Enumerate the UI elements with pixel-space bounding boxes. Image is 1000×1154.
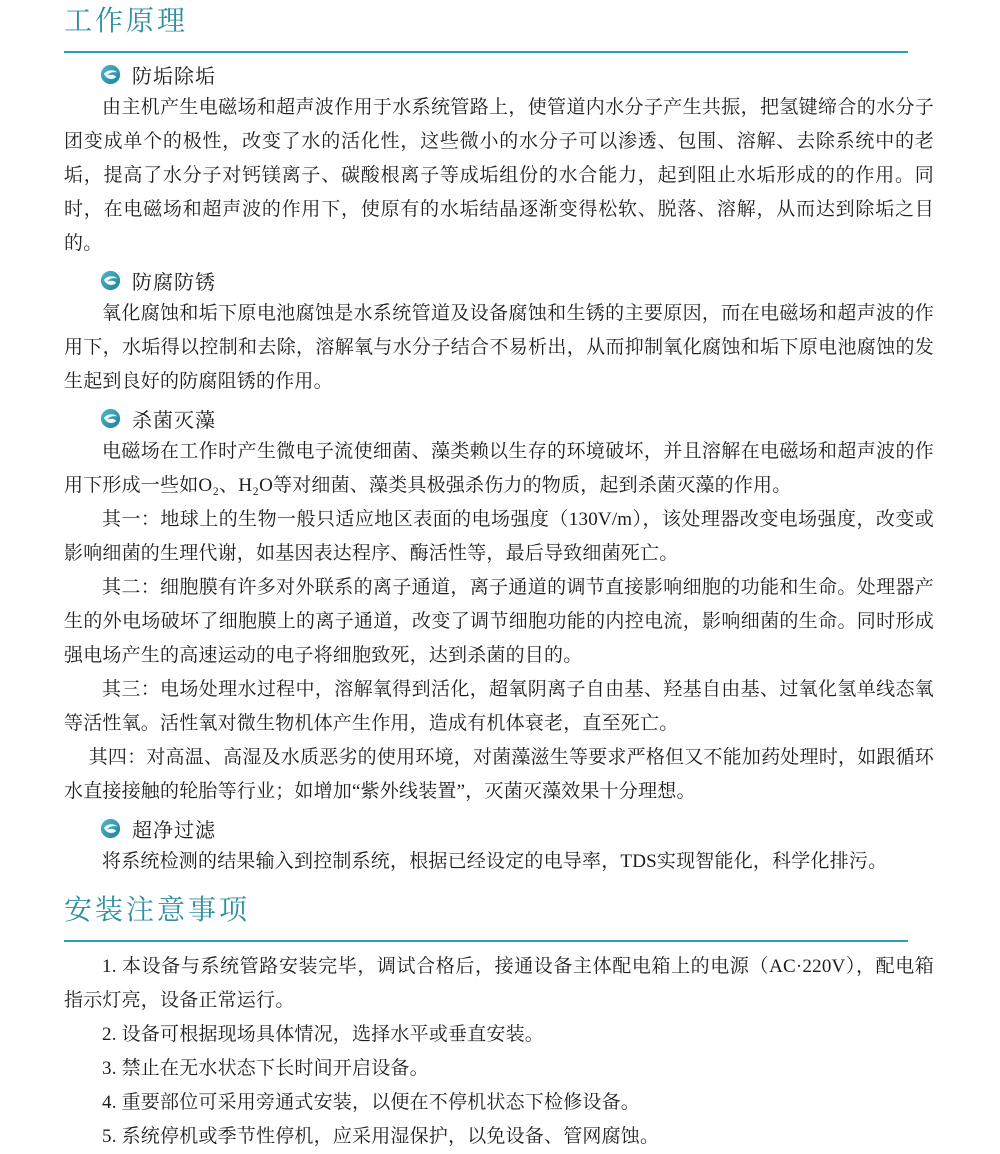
paragraph-ultrafiltration: 将系统检测的结果输入到控制系统，根据已经设定的电导率，TDS实现智能化，科学化排污。 — [102, 851, 888, 872]
paragraph-sterilization-point-3: 其三：电场处理水过程中，溶解氧得到活化，超氧阴离子自由基、羟基自由基、过氧化氢单线态氧等活性氧。活性氧对微生物机体产生作用，造成有机体衰老，直至死亡。 — [64, 679, 934, 734]
subsection-sterilization-header — [100, 405, 934, 431]
paragraph-sterilization-point-1: 其一：地球上的生物一般只适应地区表面的电场强度（130V/m），该处理器改变电场强度，改变或影响细菌的生理代谢，如基因表达程序、酶活性等，最后导致细菌死亡。 — [64, 509, 934, 564]
subsection-ultrafiltration-label: 超净过滤 — [132, 819, 216, 842]
install-notes-list — [64, 950, 934, 1154]
swirl-wave-bullet-icon — [100, 64, 121, 85]
subsection-anticorrosion-header — [100, 267, 934, 293]
swirl-wave-bullet-icon — [100, 408, 121, 429]
install-note-item-4: 4. 重要部位可采用旁通式安装，以便在不停机状态下检修设备。 — [102, 1092, 641, 1113]
section-install-notes-title: 安装注意事项 — [64, 895, 251, 926]
install-note-item-2: 2. 设备可根据现场具体情况，选择水平或垂直安装。 — [102, 1024, 545, 1045]
subsection-ultrafiltration-header — [100, 815, 934, 841]
subsection-sterilization-label: 杀菌灭藻 — [132, 409, 216, 432]
subsection-antiscale-header — [100, 61, 934, 87]
subsection-antiscale-label: 防垢除垢 — [132, 65, 216, 88]
swirl-wave-bullet-icon — [100, 818, 121, 839]
section-working-principle-header — [64, 6, 908, 53]
swirl-wave-bullet-icon — [100, 270, 121, 291]
section-working-principle-title: 工作原理 — [64, 6, 189, 37]
paragraph-sterilization-point-4: 其四：对高温、高湿及水质恶劣的使用环境，对菌藻滋生等要求严格但又不能加药处理时，如跟循环水直接接触的轮胎等行业；如增加“紫外线装置”，灭菌灭藻效果十分理想。 — [64, 747, 934, 802]
install-note-item-1: 1. 本设备与系统管路安装完毕，调试合格后，接通设备主体配电箱上的电源（AC·220V），配电箱指示灯亮，设备正常运行。 — [64, 956, 934, 1011]
paragraph-anticorrosion: 氧化腐蚀和垢下原电池腐蚀是水系统管道及设备腐蚀和生锈的主要原因，而在电磁场和超声波的作用下，水垢得以控制和去除，溶解氧与水分子结合不易析出，从而抑制氧化腐蚀和垢下原电池腐蚀的发生起到良好的防腐阻锈的作用。 — [64, 303, 934, 392]
install-note-item-3: 3. 禁止在无水状态下长时间开启设备。 — [102, 1058, 429, 1079]
paragraph-sterilization-intro: 电磁场在工作时产生微电子流使细菌、藻类赖以生存的环境破坏，并且溶解在电磁场和超声波的作用下形成一些如O₂、H₂O等对细菌、藻类具极强杀伤力的物质，起到杀菌灭藻的作用。 — [64, 441, 934, 496]
subsection-anticorrosion-label: 防腐防锈 — [132, 271, 216, 294]
install-note-item-5: 5. 系统停机或季节性停机，应采用湿保护，以免设备、管网腐蚀。 — [102, 1126, 660, 1147]
paragraph-antiscale: 由主机产生电磁场和超声波作用于水系统管路上，使管道内水分子产生共振，把氢键缔合的水分子团变成单个的极性，改变了水的活化性，这些微小的水分子可以渗透、包围、溶解、去除系统中的老垢，提高了水分子对钙镁离子、碳酸根离子等成垢组份的水合能力，起到阻止水垢形成的的作用。同时，在电磁场和超声波的作用下，使原有的水垢结晶逐渐变得松软、脱落、溶解，从而达到除垢之目的。 — [64, 97, 934, 254]
section-install-notes-header — [64, 895, 908, 942]
paragraph-sterilization-point-2: 其二：细胞膜有许多对外联系的离子通道，离子通道的调节直接影响细胞的功能和生命。处理器产生的外电场破坏了细胞膜上的离子通道，改变了调节细胞功能的内控电流，影响细菌的生命。同时形成强电场产生的高速运动的电子将细胞致死，达到杀菌的目的。 — [64, 577, 934, 666]
